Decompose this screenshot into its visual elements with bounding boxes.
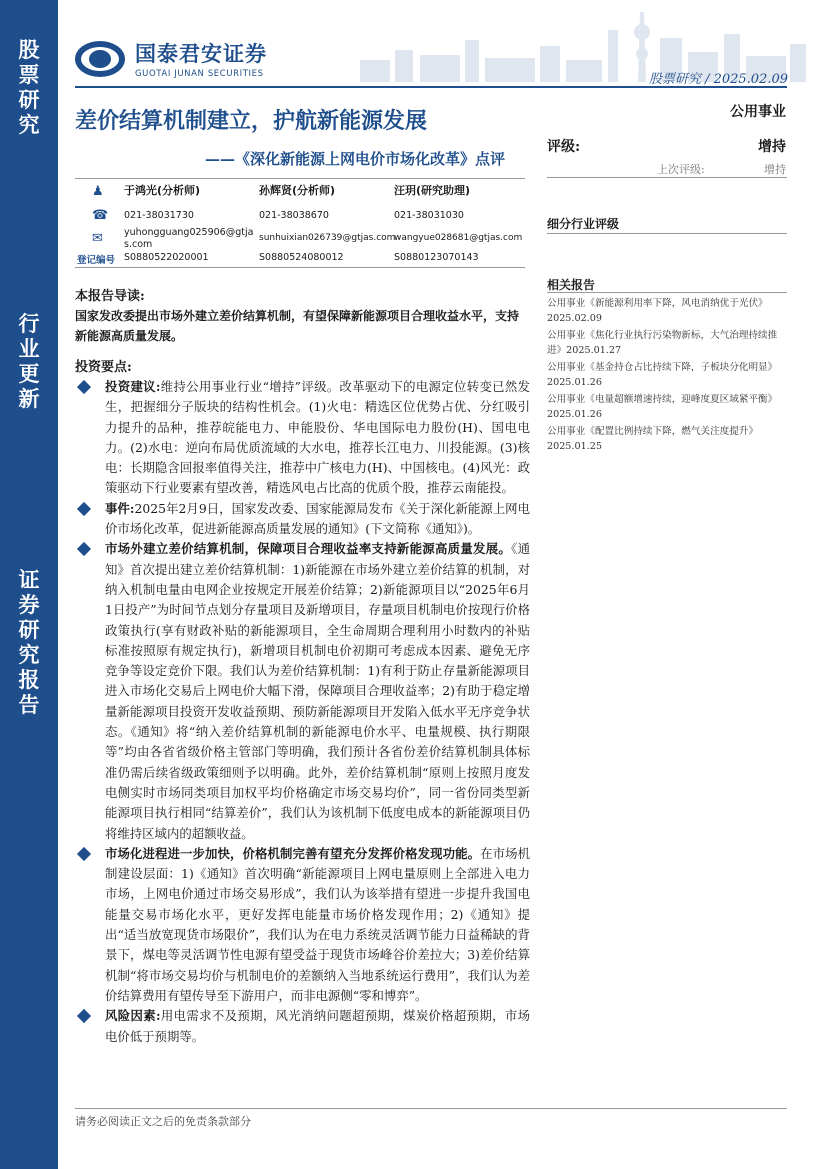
related-rule bbox=[547, 292, 787, 293]
analyst-column bbox=[394, 182, 525, 263]
analyst-email[interactable]: sunhuixian026739@gtjas.com bbox=[259, 233, 396, 243]
diamond-bullet-icon bbox=[77, 380, 91, 394]
side-label-char: 究 bbox=[18, 113, 40, 137]
investment-point bbox=[75, 377, 530, 499]
side-label-char: 股 bbox=[18, 38, 40, 62]
side-label-char: 新 bbox=[18, 387, 40, 411]
side-label-char: 报 bbox=[18, 668, 40, 692]
title-rule bbox=[75, 178, 525, 179]
analyst-phone: 021-38031730 bbox=[124, 210, 194, 221]
analyst-registration: S0880522020001 bbox=[124, 252, 209, 263]
side-label-industry-update bbox=[0, 312, 58, 422]
side-label-char: 业 bbox=[18, 337, 40, 361]
related-report-link[interactable]: 公用事业《电量超额增速持续，迎峰度夏区域紧平衡》2025.01.26 bbox=[547, 394, 778, 420]
phone-icon: ☎ bbox=[92, 208, 109, 223]
previous-rating-value: 增持 bbox=[764, 163, 786, 176]
side-label-securities-report bbox=[0, 568, 58, 717]
sub-industry-rating-label: 细分行业评级 bbox=[547, 217, 620, 231]
point-text: 用电需求不及预期，风光消纳问题超预期，煤炭价格超预期，市场电价低于预期等。 bbox=[105, 1008, 531, 1044]
investment-point bbox=[75, 499, 530, 540]
brand-name-cn: 国泰君安证券 bbox=[135, 42, 267, 66]
side-label-char: 研 bbox=[18, 88, 40, 112]
footer-rule bbox=[75, 1108, 787, 1109]
related-reports-title: 相关报告 bbox=[547, 278, 596, 292]
point-text: 在市场机制建设层面：1)《通知》首次明确“新能源项目上网电量原则上全部进入电力市场，上网电价通过市场交易形成”，我们认为该举措有望进一步提升我国电能量交易市场化水平，更好发挥电能量市场价格发现作用；2)《通知》提出“适当放宽现货市场限价”，我们认为在电力系统灵活调节能力日益稀缺的背景下，煤电等灵活调节性电源有望受益于现货市场峰谷价差拉大；3)差价结算机制“将市场交易均价与机制电价的差额纳入当地系统运行费用”，我们认为差价结算费用有望传导至下游用户，而非电源侧“零和博弈”。 bbox=[105, 845, 531, 1003]
side-label-char: 究 bbox=[18, 643, 40, 667]
side-label-char: 告 bbox=[18, 693, 40, 717]
industry-label: 公用事业 bbox=[730, 104, 786, 120]
analyst-registration: S0880524080012 bbox=[259, 252, 344, 263]
report-type-date: 股票研究 / 2025.02.09 bbox=[648, 72, 788, 87]
rating-rule bbox=[547, 177, 787, 178]
rating-value: 增持 bbox=[758, 139, 786, 155]
side-label-stock-research bbox=[0, 36, 58, 137]
related-report-link[interactable]: 公用事业《配置比例持续下降，燃气关注度提升》2025.01.25 bbox=[547, 426, 759, 452]
analyst-registration: S0880123070143 bbox=[394, 252, 479, 263]
point-lead: 市场化进程进一步加快，价格机制完善有望充分发挥价格发现功能。 bbox=[105, 845, 481, 861]
point-lead: 市场外建立差价结算机制，保障项目合理收益率支持新能源高质量发展。 bbox=[105, 541, 512, 557]
side-label-char: 票 bbox=[18, 63, 40, 87]
analyst-name: 孙辉贤(分析师) bbox=[259, 184, 336, 197]
report-subtitle: ——《深化新能源上网电价市场化改革》点评 bbox=[205, 150, 506, 168]
analyst-column bbox=[124, 182, 254, 263]
side-label-char: 证 bbox=[18, 568, 40, 592]
point-text: 维持公用事业行业“增持”评级。改革驱动下的电源定位转变已然发生，把握细分子版块的结构性机会。(1)火电：精选区位优势占优、分红吸引力提升的品种，推荐皖能电力、申能股份、华电国际电力股份(H)、国电电力。(2)水电：逆向布局优质流域的大水电，推荐长江电力、川投能源。(3)核电：长期隐含回报率值得关注，推荐中广核电力(H)、中国核电。(4)风光：政策驱动下行业要素有望改善，精选风电占比高的优质个股，推荐云南能投。 bbox=[105, 379, 531, 496]
analyst-phone: 021-38031030 bbox=[394, 210, 464, 221]
related-report-link[interactable]: 公用事业《焦化行业执行污染物新标，大气治理持续推进》2025.01.27 bbox=[547, 330, 778, 356]
sub-industry-rule bbox=[547, 233, 787, 234]
analysts-rule bbox=[75, 267, 525, 268]
side-label-char: 研 bbox=[18, 618, 40, 642]
disclaimer: 请务必阅读正文之后的免责条款部分 bbox=[75, 1115, 251, 1128]
related-reports-list bbox=[547, 296, 789, 456]
related-report-link[interactable]: 公用事业《基金持仓占比持续下降，子板块分化明显》2025.01.26 bbox=[547, 362, 778, 388]
rating-label: 评级: bbox=[547, 139, 581, 155]
points-title: 投资要点: bbox=[75, 360, 132, 375]
mail-icon: ✉ bbox=[92, 231, 103, 246]
brand-logo-icon bbox=[75, 41, 125, 77]
related-report-link[interactable]: 公用事业《新能源利用率下降，风电消纳优于光伏》2025.02.09 bbox=[547, 298, 768, 324]
point-lead: 投资建议: bbox=[105, 379, 161, 394]
person-icon: ♟ bbox=[92, 184, 104, 199]
side-label-char: 更 bbox=[18, 362, 40, 386]
analyst-name: 于鸿光(分析师) bbox=[124, 184, 201, 197]
diamond-bullet-icon bbox=[77, 502, 91, 516]
registration-label: 登记编号 bbox=[77, 255, 116, 266]
report-title: 差价结算机制建立，护航新能源发展 bbox=[75, 108, 428, 134]
investment-point bbox=[75, 1006, 530, 1047]
side-label-char: 行 bbox=[18, 312, 40, 336]
analyst-email[interactable]: wangyue028681@gtjas.com bbox=[394, 233, 523, 243]
analyst-phone: 021-38038670 bbox=[259, 210, 329, 221]
brand-logo bbox=[75, 38, 267, 79]
analyst-name: 汪玥(研究助理) bbox=[394, 184, 471, 197]
point-text: 《通知》首次提出建立差价结算机制：1)新能源在市场外建立差价结算的机制，对纳入机制电量由电网企业按规定开展差价结算；2)新能源项目以“2025年6月1日投产”为时间节点划分存量项目及新增项目，存量项目机制电价按现行价格政策执行(享有财政补贴的新能源项目，全生命周期合理利用小时数内的补贴标准按照原有规定执行)，新增项目机制电价初期可考虑成本因素、避免无序竞争等设定竞价下限。我们认为差价结算机制：1)有利于防止存量新能源项目进入市场化交易后上网电价大幅下滑，保障项目合理收益率；2)有助于稳定增量新能源项目投资开发收益预期、预防新能源项目开发陷入低水平无序竞争状态。《通知》将“纳入差价结算机制的新能源电价水平、电量规模、执行期限等”均由各省省级价格主管部门等明确，我们预计各省份差价结算机制具体标准仍需后续省级政策细则予以明确。此外，差价结算机制“原则上按照月度发电侧实时市场同类项目加权平均价格确定市场交易均价”，同一省份同类型新能源项目执行相同“结算差价”，我们认为该机制下低度电成本的新能源项目仍将维持区域内的超额收益。 bbox=[105, 541, 530, 841]
investment-point bbox=[75, 844, 530, 1006]
diamond-bullet-icon bbox=[77, 1009, 91, 1023]
brand-name-en: GUOTAI JUNAN SECURITIES bbox=[135, 69, 264, 79]
point-lead: 事件: bbox=[105, 500, 135, 516]
point-text: 2025年2月9日，国家发改委、国家能源局发布《关于深化新能源上网电价市场化改革，促进新能源高质量发展的通知》(下文简称《通知》)。 bbox=[105, 500, 530, 537]
analyst-column bbox=[259, 182, 396, 263]
analyst-email[interactable]: yuhongguang025906@gtjas.com bbox=[124, 227, 254, 250]
guide-title: 本报告导读: bbox=[75, 289, 145, 304]
diamond-bullet-icon bbox=[77, 847, 91, 861]
previous-rating-label: 上次评级: bbox=[657, 163, 705, 176]
point-lead: 风险因素: bbox=[105, 1008, 161, 1024]
diamond-bullet-icon bbox=[77, 542, 91, 556]
investment-points bbox=[75, 377, 530, 1047]
side-label-char: 券 bbox=[18, 593, 40, 617]
investment-point bbox=[75, 539, 530, 843]
guide-text: 国家发改委提出市场外建立差价结算机制，有望保障新能源项目合理收益水平，支持新能源高质量发展。 bbox=[75, 309, 520, 343]
